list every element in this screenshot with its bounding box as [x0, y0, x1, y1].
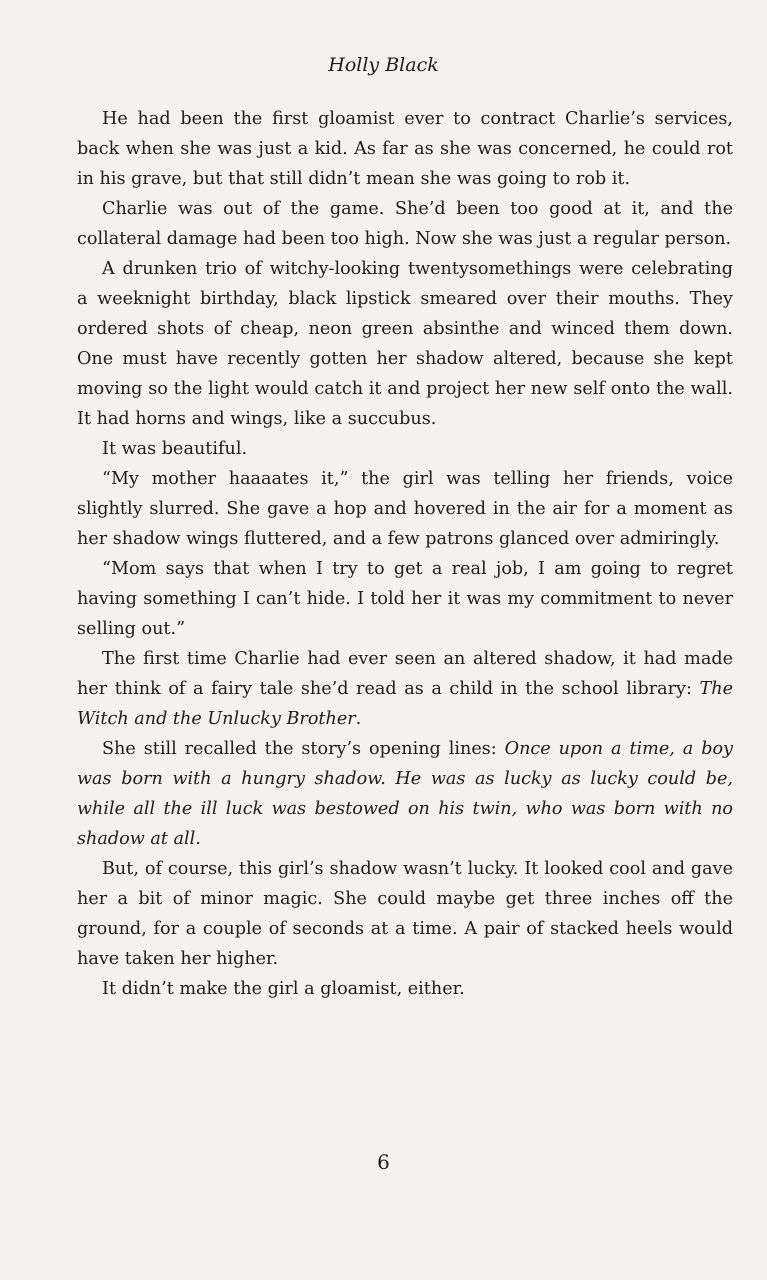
page-number: 6	[377, 1150, 390, 1174]
paragraph: A drunken trio of witchy-looking twentysomethings were celebrating a weeknight birthday, black lipstick smeared over their mouths. They ordered shots of cheap, neon green absinthe and winced them down. One must have recently gotten her shadow altered, because she kept moving so the light would catch it and project her new self onto the wall. It had horns and wings, like a succubus.	[77, 259, 733, 429]
paragraph: The first time Charlie had ever seen an altered shadow, it had made her think of a fairy tale she’d read as a child in the school library: The Witch and the Unlucky Brother.	[77, 649, 733, 729]
body-text	[77, 104, 733, 1004]
paragraph: Charlie was out of the game. She’d been too good at it, and the collateral damage had been too high. Now she was just a regular person.	[77, 199, 733, 249]
paragraph: “Mom says that when I try to get a real job, I am going to regret having something I can’t hide. I told her it was my commitment to never selling out.”	[77, 559, 733, 639]
paragraph: “My mother haaaates it,” the girl was telling her friends, voice slightly slurred. She gave a hop and hovered in the air for a moment as her shadow wings fluttered, and a few patrons glanced over admiringly.	[77, 469, 733, 549]
paragraph: She still recalled the story’s opening lines: Once upon a time, a boy was born with a hungry shadow. He was as lucky as lucky could be, while all the ill luck was bestowed on his twin, who was born with no shadow at all.	[77, 739, 733, 849]
paragraph: But, of course, this girl’s shadow wasn’t lucky. It looked cool and gave her a bit of minor magic. She could maybe get three inches off the ground, for a couple of seconds at a time. A pair of stacked heels would have taken her higher.	[77, 859, 733, 969]
paragraph: It didn’t make the girl a gloamist, either.	[102, 979, 465, 999]
paragraph: He had been the first gloamist ever to contract Charlie’s services, back when she was just a kid. As far as she was concerned, he could rot in his grave, but that still didn’t mean she was going to rob it.	[77, 109, 733, 189]
paragraph: It was beautiful.	[102, 439, 248, 459]
quoted-story-opening: Once upon a time, a boy was born with a hungry shadow. He was as lucky as lucky could be, while all the ill luck was bestowed on his twin, who was born with no shadow at all.	[77, 739, 733, 849]
running-header-author: Holly Black	[328, 54, 439, 76]
book-title: The Witch and the Unlucky Brother	[77, 679, 733, 729]
